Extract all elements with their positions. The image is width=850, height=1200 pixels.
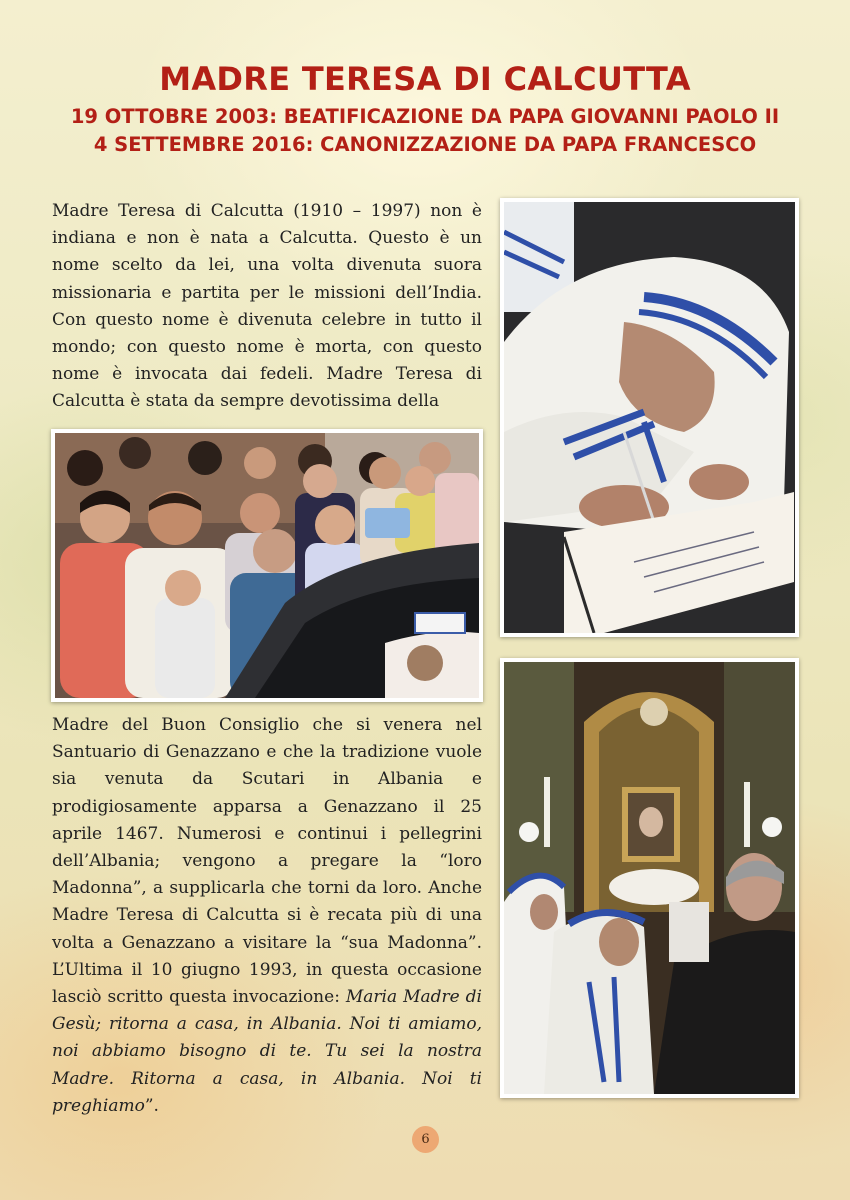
page-number-badge: 6 [412, 1126, 439, 1153]
invocation-quote-end: ”. [144, 1095, 159, 1116]
page-title: MADRE TERESA DI CALCUTTA [159, 60, 691, 98]
sanctuary-altar-photo [500, 658, 799, 1098]
intro-paragraph: Madre Teresa di Calcutta (1910 – 1997) non è indiana e non è nata a Calcutta. Questo è un nome scelto da lei, una volta divenuta suora missionaria e partita per le missioni dell’India. Con questo nome è divenuta celebre in tutto il mondo; con questo nome è morta, con questo nome è invocata dai fedeli. Madre Teresa di Calcutta è stata da sempre devotissima della [52, 201, 482, 412]
genazzano-paragraph [52, 712, 482, 1120]
invocation-quote: Maria Madre di Gesù; ritorna a casa, in Albania. Noi ti amiamo, noi abbiamo bisogno di te. Tu sei la nostra Madre. Ritorna a casa, in Albania. Noi ti preghiamo [52, 987, 482, 1116]
crowd-photo [51, 429, 483, 702]
signing-book-photo [500, 198, 799, 637]
genazzano-paragraph-text: Madre del Buon Consiglio che si venera nel Santuario di Genazzano e che la tradizione vuole sia venuta da Scutari in Albania e prodigiosamente apparsa a Genazzano il 25 aprile 1467. Numerosi e continui i pellegrini dell’Albania; vengono a pregare la “loro Madonna”, a supplicarla che torni da loro. Anche Madre Teresa di Calcutta si è recata più di una volta a Genazzano a visitare la “sua Madonna”. L’Ultima il 10 giugno 1993, in questa occasione lasciò scritto questa invocazione: [52, 715, 482, 1008]
beatification-subtitle: 19 OTTOBRE 2003: BEATIFICAZIONE DA PAPA GIOVANNI PAOLO II [70, 105, 780, 128]
canonization-subtitle: 4 SETTEMBRE 2016: CANONIZZAZIONE DA PAPA FRANCESCO [93, 133, 757, 156]
